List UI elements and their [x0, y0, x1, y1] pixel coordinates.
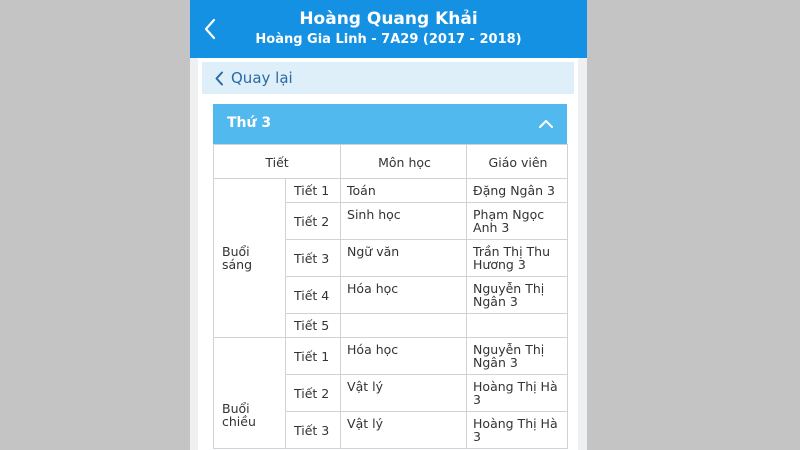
page-title: Hoàng Quang Khải	[299, 9, 478, 29]
period-cell: Tiết 3	[286, 412, 341, 449]
teacher-cell: Trần Thị Thu Hương 3	[467, 240, 568, 277]
collapse-button[interactable]	[535, 113, 557, 135]
header-subject: Môn học	[341, 145, 467, 179]
period-cell: Tiết 4	[286, 277, 341, 314]
subject-cell: Vật lý	[341, 375, 467, 412]
session-label-line2: chiều	[222, 414, 256, 429]
period-cell: Tiết 2	[286, 375, 341, 412]
header-period: Tiết	[214, 145, 341, 179]
timetable	[213, 144, 568, 449]
table-row	[214, 338, 568, 375]
period-cell: Tiết 1	[286, 179, 341, 203]
page-subtitle: Hoàng Gia Linh - 7A29 (2017 - 2018)	[255, 32, 522, 47]
app-screen	[190, 0, 587, 450]
teacher-cell: Phạm Ngọc Anh 3	[467, 203, 568, 240]
app-header	[190, 0, 587, 58]
session-label-line1: Buổi	[222, 244, 250, 259]
table-header-row	[214, 145, 568, 179]
subject-cell: Sinh học	[341, 203, 467, 240]
period-cell: Tiết 3	[286, 240, 341, 277]
session-morning	[214, 179, 286, 338]
back-link[interactable]	[202, 62, 574, 94]
chevron-up-icon	[538, 119, 554, 129]
day-label: Thứ 3	[227, 115, 272, 131]
period-cell: Tiết 1	[286, 338, 341, 375]
period-cell: Tiết 5	[286, 314, 341, 338]
chevron-left-icon	[214, 71, 224, 86]
subject-cell	[341, 314, 467, 338]
subject-cell: Ngữ văn	[341, 240, 467, 277]
subject-cell: Toán	[341, 179, 467, 203]
teacher-cell: Hoàng Thị Hà 3	[467, 412, 568, 449]
teacher-cell: Hoàng Thị Hà 3	[467, 375, 568, 412]
session-label-line1: Buổi	[222, 401, 250, 416]
timetable-card	[198, 58, 578, 450]
table-row	[214, 179, 568, 203]
teacher-cell: Nguyễn Thị Ngân 3	[467, 277, 568, 314]
period-cell: Tiết 2	[286, 203, 341, 240]
teacher-cell: Đặng Ngân 3	[467, 179, 568, 203]
back-link-label: Quay lại	[231, 69, 293, 87]
subject-cell: Hóa học	[341, 277, 467, 314]
day-section-header[interactable]	[213, 104, 567, 144]
session-label-line2: sáng	[222, 257, 253, 272]
subject-cell: Vật lý	[341, 412, 467, 449]
header-teacher: Giáo viên	[467, 145, 568, 179]
session-afternoon	[214, 338, 286, 449]
subject-cell: Hóa học	[341, 338, 467, 375]
teacher-cell: Nguyễn Thị Ngân 3	[467, 338, 568, 375]
teacher-cell	[467, 314, 568, 338]
